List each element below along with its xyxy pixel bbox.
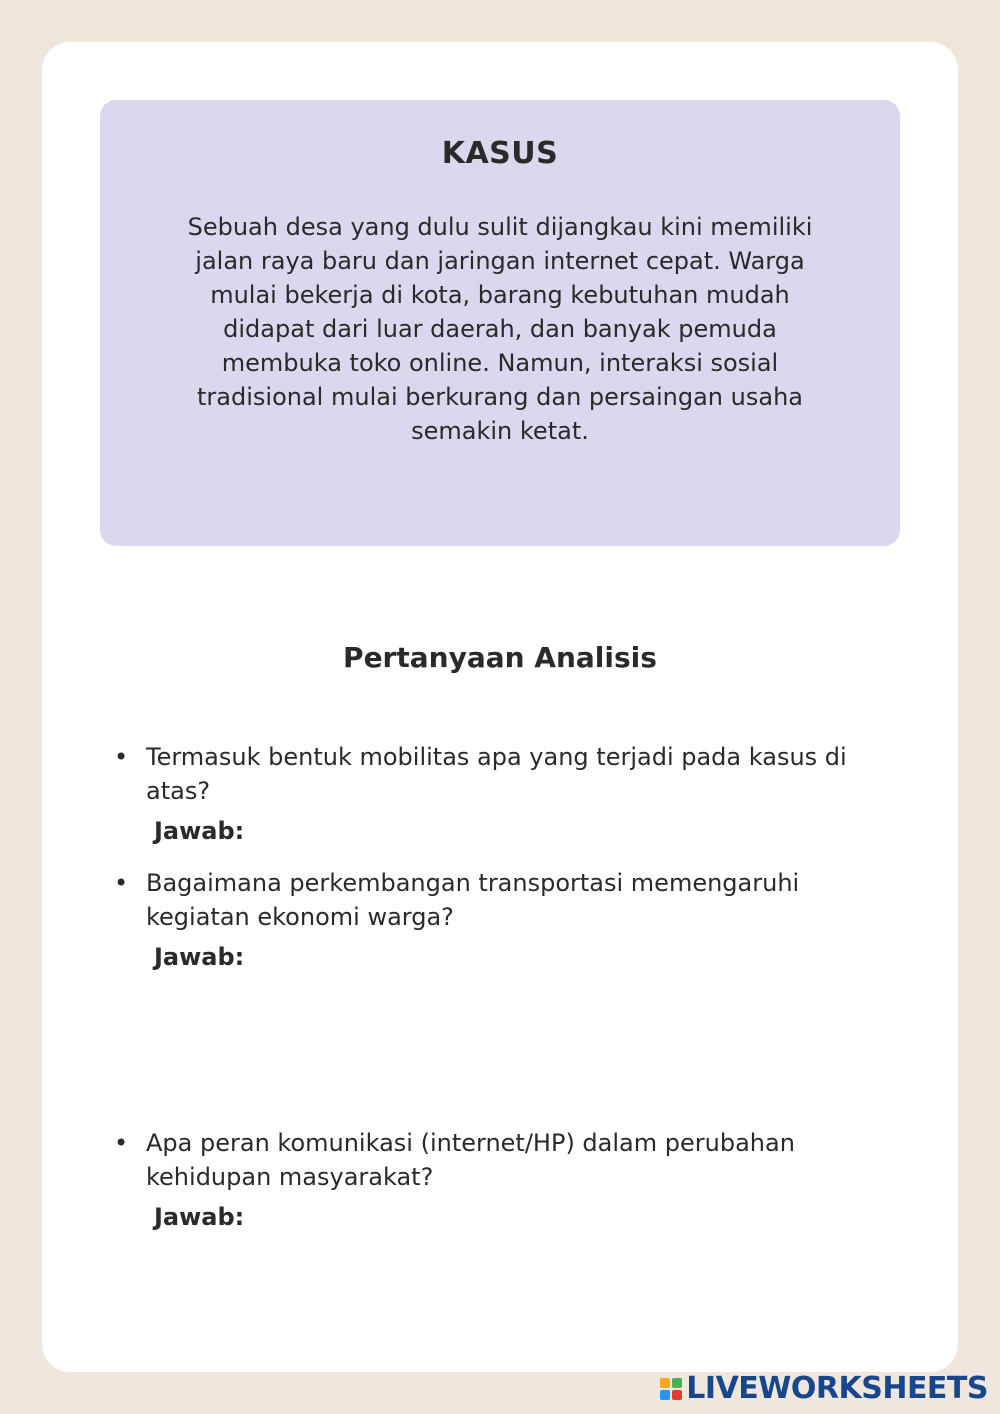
case-title: KASUS (441, 136, 559, 171)
answer-label: Jawab: (154, 817, 245, 845)
logo-square (672, 1378, 682, 1388)
logo-square (672, 1390, 682, 1400)
case-box (100, 100, 900, 546)
question-item-3 (114, 1126, 904, 1234)
question-text: Termasuk bentuk mobilitas apa yang terjadi pada kasus di atas? (146, 743, 847, 805)
question-text: Bagaimana perkembangan transportasi memengaruhi kegiatan ekonomi warga? (146, 869, 800, 931)
answer-label: Jawab: (154, 943, 245, 971)
question-item-1 (114, 740, 904, 848)
bullet-icon: • (114, 869, 129, 897)
brand-name: LIVEWORKSHEETS (686, 1371, 988, 1406)
liveworksheets-brand[interactable] (660, 1371, 988, 1406)
question-text: Apa peran komunikasi (internet/HP) dalam perubahan kehidupan masyarakat? (146, 1129, 795, 1191)
bullet-icon: • (114, 743, 129, 771)
case-text: Sebuah desa yang dulu sulit dijangkau kini memiliki jalan raya baru dan jaringan internet cepat. Warga mulai bekerja di kota, barang kebutuhan mudah didapat dari luar daerah, dan banyak pemuda membuka toko online. Namun, interaksi sosial tradisional mulai berkurang dan persaingan usaha semakin ketat. (187, 213, 813, 445)
logo-square (660, 1390, 670, 1400)
answer-label: Jawab: (154, 1203, 245, 1231)
analysis-heading: Pertanyaan Analisis (343, 641, 657, 674)
analysis-section (42, 638, 958, 1231)
question-item-2 (114, 866, 904, 974)
bullet-icon: • (114, 1129, 129, 1157)
liveworksheets-logo-icon (660, 1378, 682, 1400)
worksheet-card (42, 42, 958, 1372)
logo-square (660, 1378, 670, 1388)
